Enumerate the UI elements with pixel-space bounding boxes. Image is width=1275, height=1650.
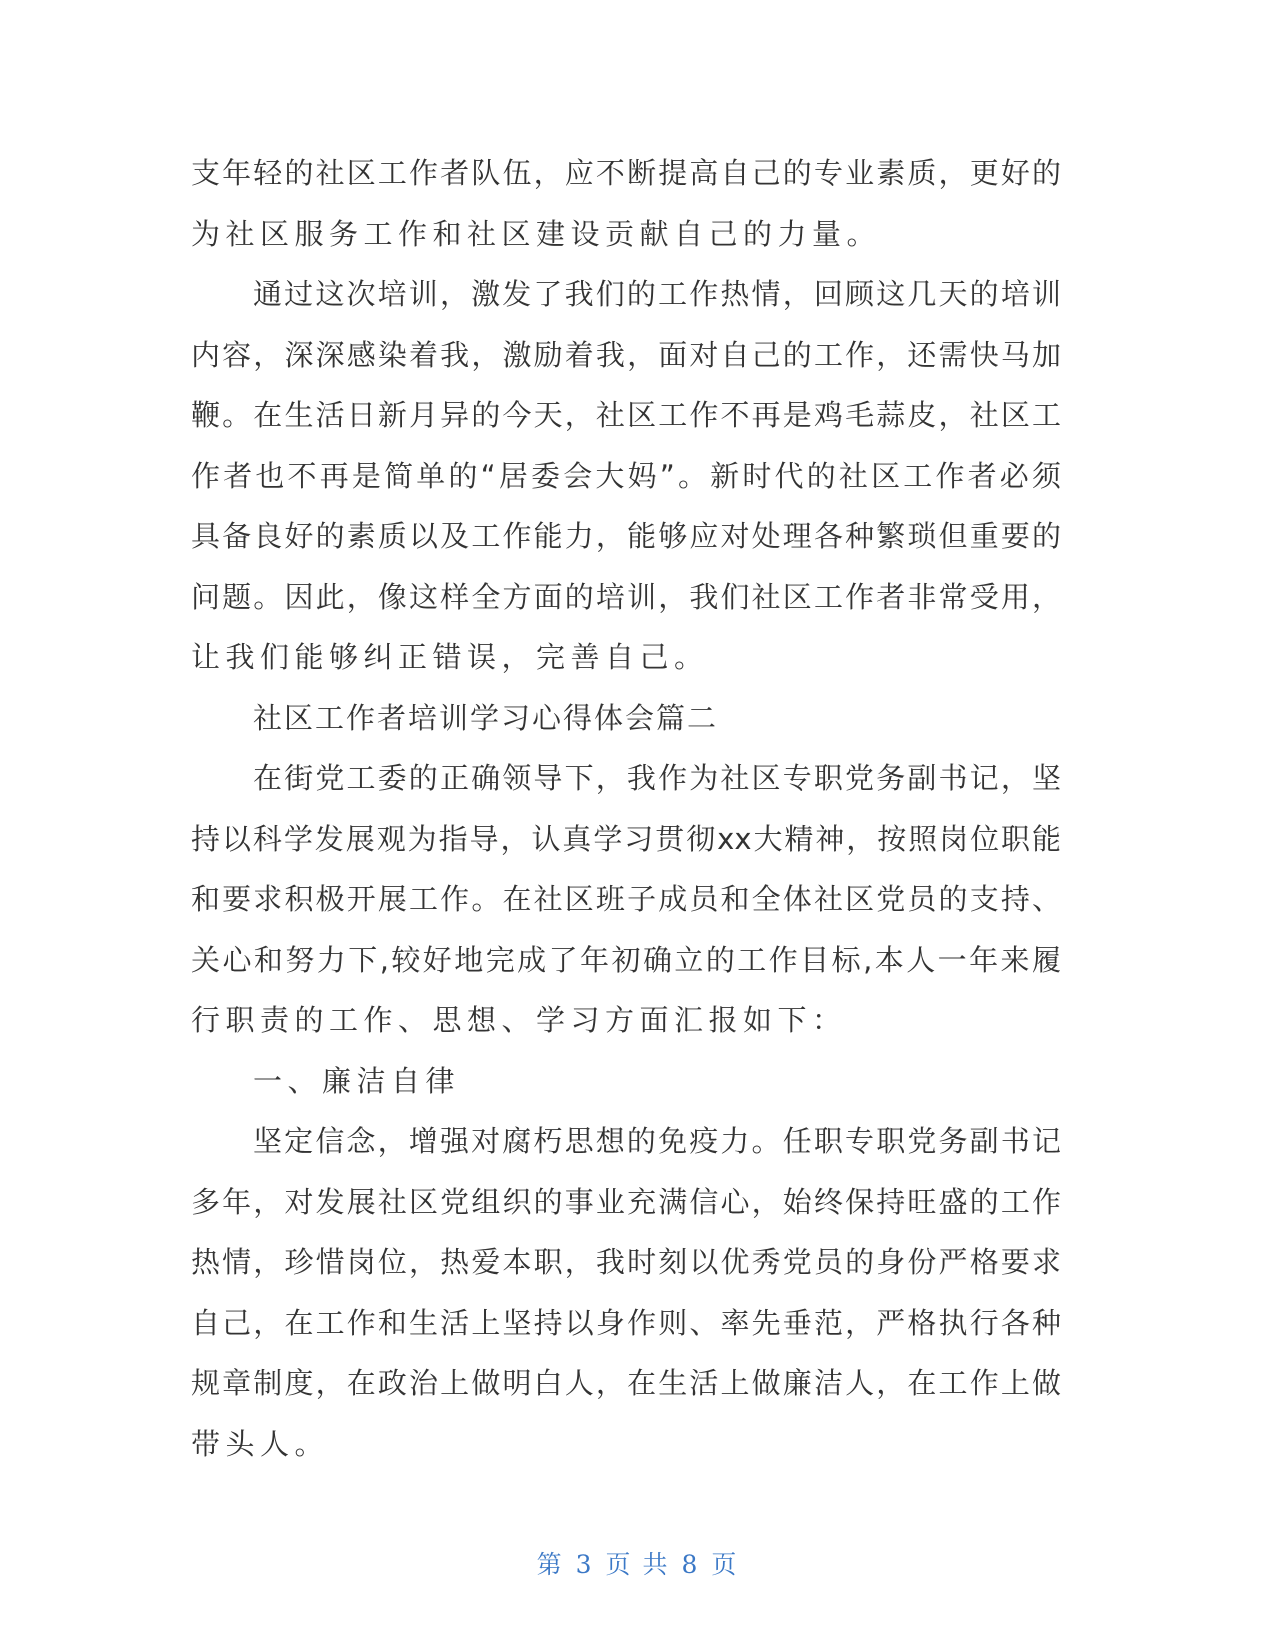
text-line: 具备良好的素质以及工作能力，能够应对处理各种繁琐但重要的: [191, 519, 1061, 553]
page-footer: [0, 1545, 1275, 1581]
text-line: 行职责的工作、思想、学习方面汇报如下：: [191, 1003, 847, 1037]
text-line: 让我们能够纠正错误，完善自己。: [191, 640, 709, 674]
text-line: 自己，在工作和生活上坚持以身作则、率先垂范，严格执行各种: [191, 1305, 1061, 1340]
text-line: 问题。因此，像这样全方面的培训，我们社区工作者非常受用，: [191, 579, 1061, 614]
document-body: [191, 143, 1061, 1474]
text-line: 关心和努力下,较好地完成了年初确立的工作目标,本人一年来履: [191, 942, 1061, 977]
text-line: 规章制度，在政治上做明白人，在生活上做廉洁人，在工作上做: [191, 1366, 1061, 1400]
footer-prefix: 第: [536, 1550, 564, 1579]
text-line: 多年，对发展社区党组织的事业充满信心，始终保持旺盛的工作: [191, 1184, 1061, 1219]
text-line: 为社区服务工作和社区建设贡献自己的力量。: [191, 216, 882, 251]
text-line: 热情，珍惜岗位，热爱本职，我时刻以优秀党员的身份严格要求: [191, 1245, 1061, 1279]
text-line: 坚定信念，增强对腐朽思想的免疫力。任职专职党务副书记: [253, 1124, 1061, 1158]
text-line: 持以科学发展观为指导，认真学习贯彻xx大精神，按照岗位职能: [191, 821, 1061, 856]
footer-total-pages: 8: [681, 1550, 700, 1579]
footer-middle: 页 共: [605, 1550, 670, 1579]
text-line: 和要求积极开展工作。在社区班子成员和全体社区党员的支持、: [191, 882, 1061, 916]
text-line: 鞭。在生活日新月异的今天，社区工作不再是鸡毛蒜皮，社区工: [191, 398, 1061, 432]
text-line: 作者也不再是简单的“居委会大妈”。新时代的社区工作者必须: [191, 458, 1061, 493]
text-line: 内容，深深感染着我，激励着我，面对自己的工作，还需快马加: [191, 337, 1061, 372]
text-line: 在街党工委的正确领导下，我作为社区专职党务副书记，坚: [253, 761, 1061, 795]
footer-suffix: 页: [711, 1550, 739, 1579]
text-line: 通过这次培训，激发了我们的工作热情，回顾这几天的培训: [253, 277, 1061, 311]
text-line: 带头人。: [191, 1426, 330, 1461]
section-heading: 社区工作者培训学习心得体会篇二: [253, 700, 719, 735]
footer-current-page: 3: [575, 1550, 594, 1579]
subsection-heading: 一、廉洁自律: [253, 1063, 461, 1098]
text-line: 支年轻的社区工作者队伍，应不断提高自己的专业素质，更好的: [191, 156, 1061, 190]
